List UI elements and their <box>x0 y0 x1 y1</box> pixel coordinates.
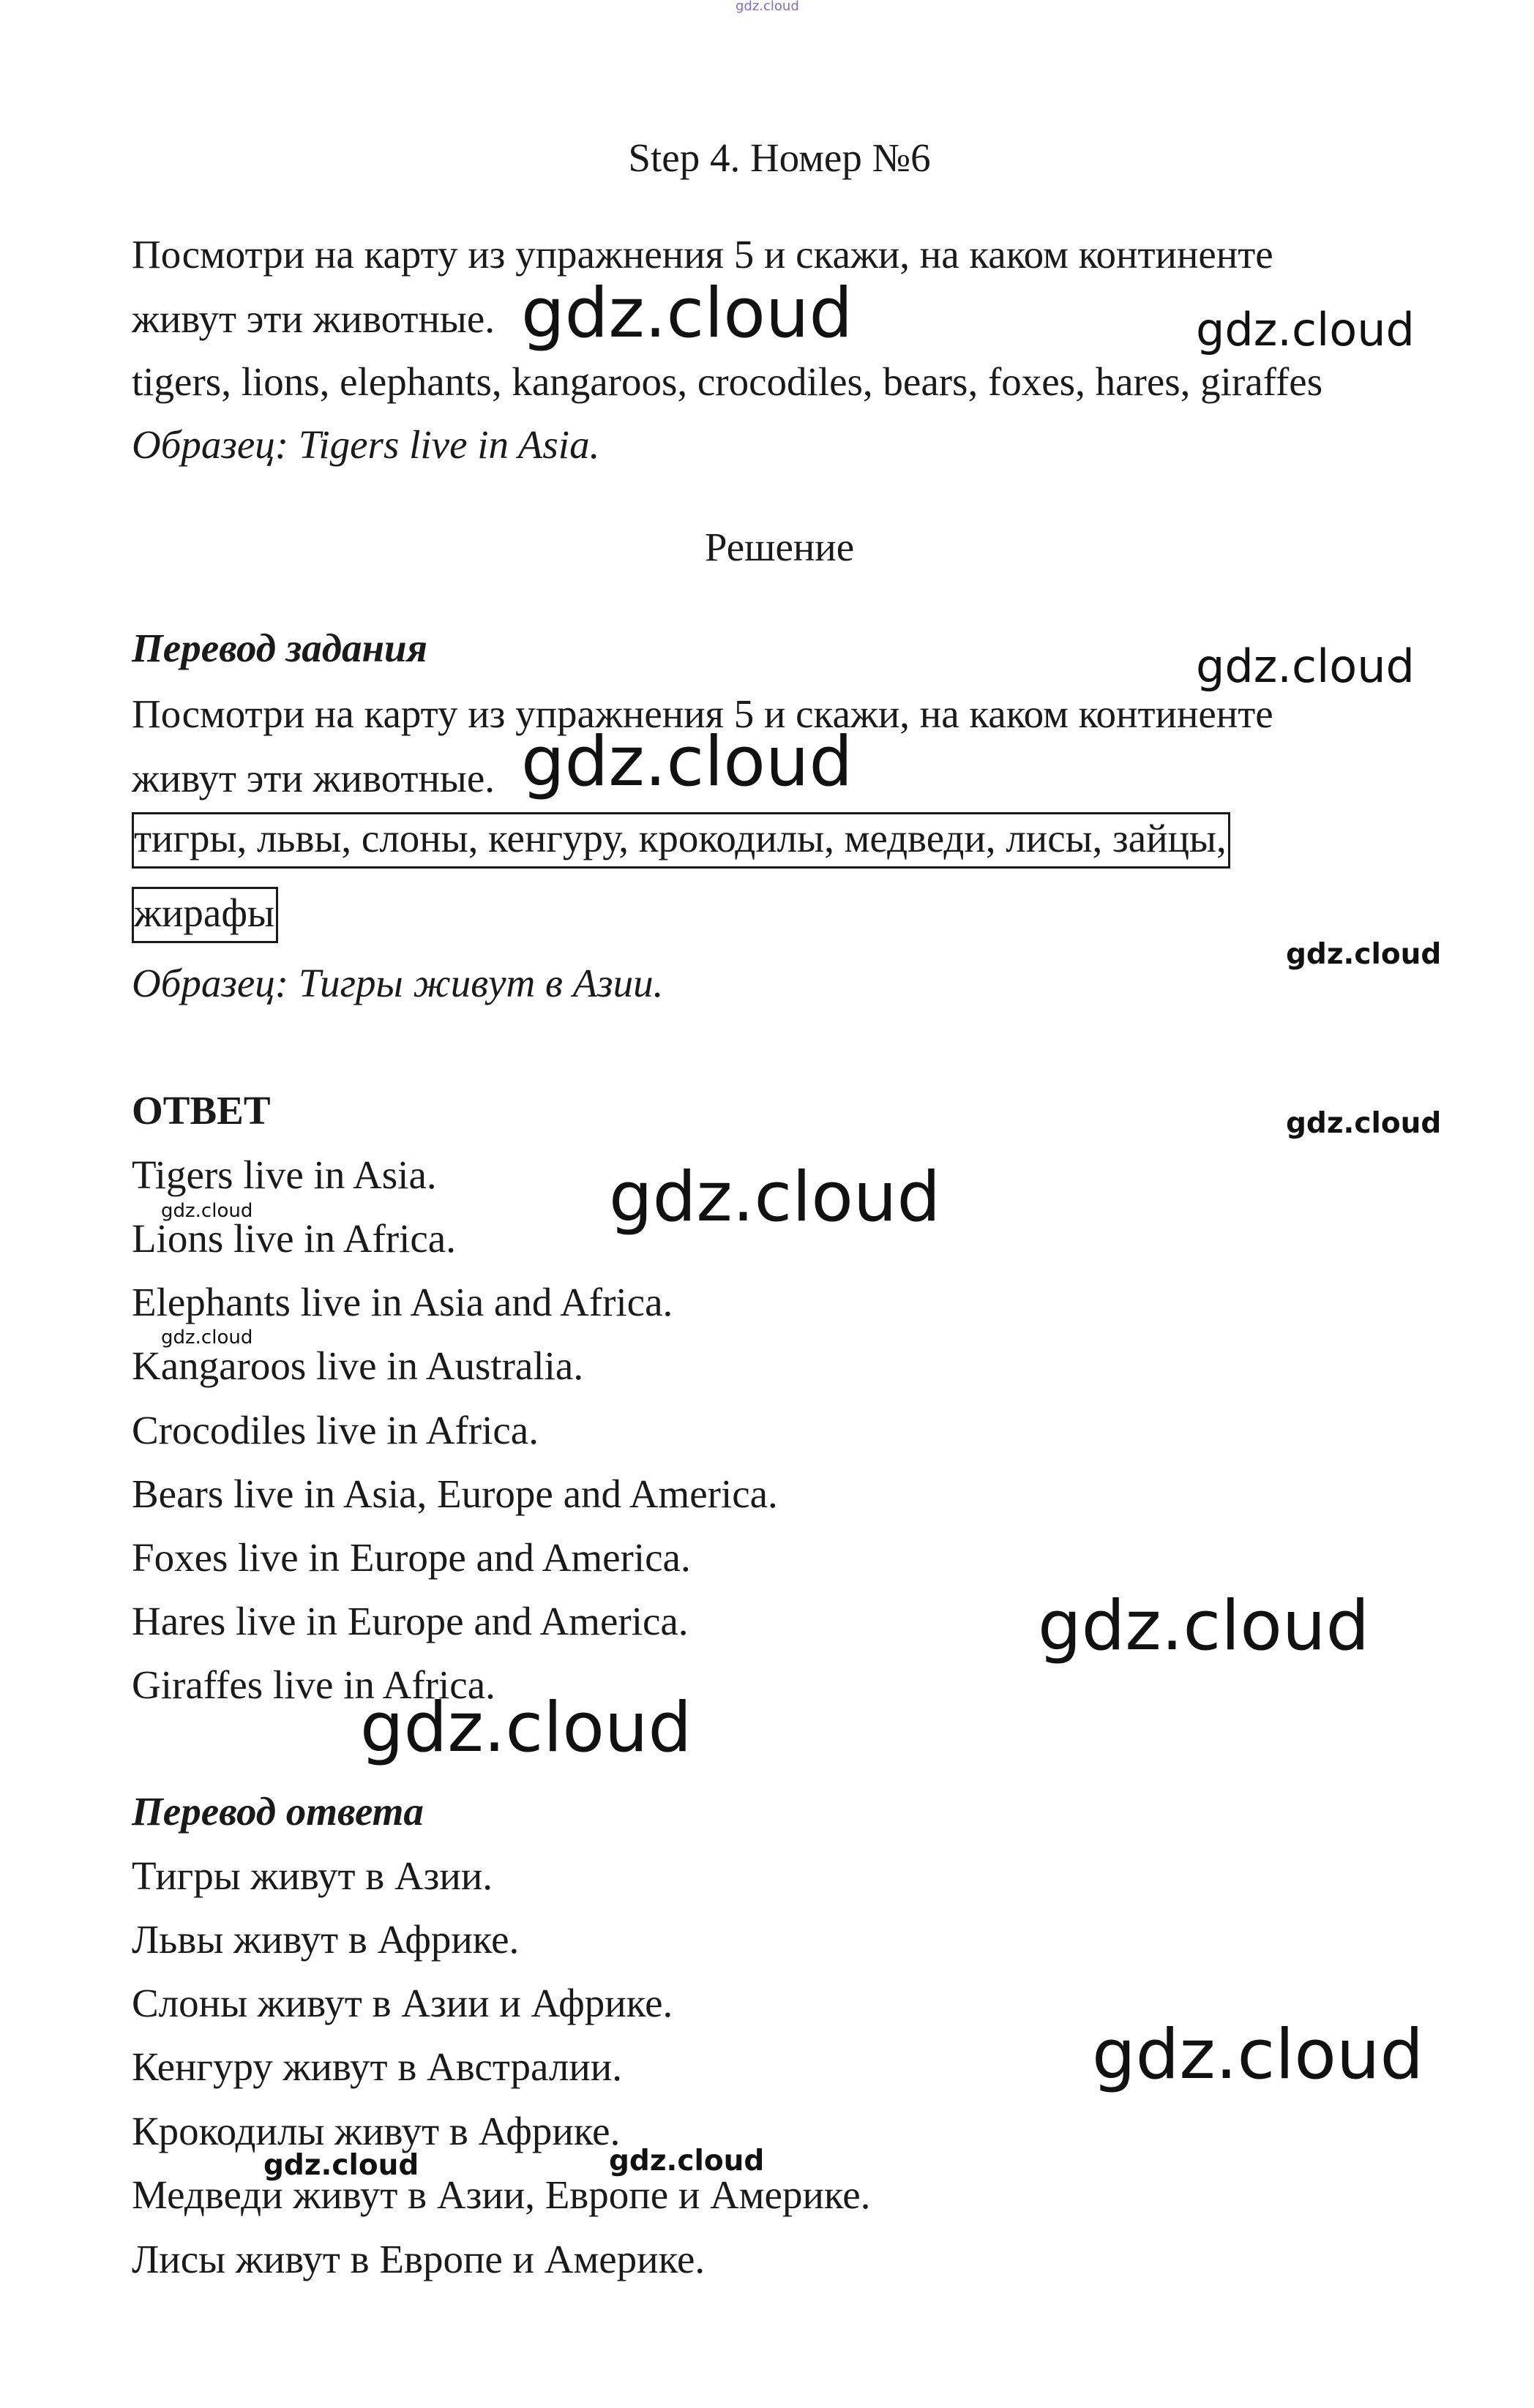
watermark: gdz.cloud <box>609 2145 765 2178</box>
watermark: gdz.cloud <box>1092 2015 1424 2095</box>
answer-translation-line: Львы живут в Африке. <box>132 1917 520 1962</box>
answer-line: Lions live in Africa. <box>132 1216 456 1261</box>
answer-translation-line: Крокодилы живут в Африке. <box>132 2109 621 2153</box>
task-translation-heading: Перевод задания <box>132 626 427 670</box>
watermark: gdz.cloud <box>609 1158 941 1237</box>
task-word-list: tigers, lions, elephants, kangaroos, crocodiles, bears, foxes, hares, giraffes <box>132 359 1323 404</box>
task-text-line-1: Посмотри на карту из упражнения 5 и скажи, на каком континенте <box>132 232 1273 277</box>
watermark: gdz.cloud <box>1286 1107 1442 1140</box>
solution-heading: Решение <box>704 525 855 569</box>
answer-line: Tigers live in Asia. <box>132 1152 437 1197</box>
answer-line: Giraffes live in Africa. <box>132 1662 495 1707</box>
task-text-line-2: живут эти животные. <box>132 296 495 341</box>
watermark: gdz.cloud <box>521 274 853 353</box>
answer-translation-line: Лисы живут в Европе и Америке. <box>132 2237 706 2281</box>
answer-translation-line: Кенгуру живут в Австралии. <box>132 2044 622 2089</box>
answer-heading: ОТВЕТ <box>132 1088 271 1133</box>
task-example: Образец: Tigers live in Asia. <box>132 422 600 467</box>
answer-line: Foxes live in Europe and America. <box>132 1535 691 1580</box>
answer-line: Elephants live in Asia and Africa. <box>132 1280 673 1324</box>
watermark: gdz.cloud <box>360 1688 692 1768</box>
watermark: gdz.cloud <box>521 722 853 802</box>
watermark: gdz.cloud <box>1038 1586 1370 1666</box>
translation-word-list-line-1: тигры, львы, слоны, кенгуру, крокодилы, медведи, лисы, зайцы, <box>132 812 1230 869</box>
answer-translation-line: Медведи живут в Азии, Европе и Америке. <box>132 2172 871 2217</box>
watermark: gdz.cloud <box>263 2149 419 2182</box>
answer-translation-heading: Перевод ответа <box>132 1789 424 1834</box>
answer-line: Bears live in Asia, Europe and America. <box>132 1471 778 1516</box>
answer-translation-line: Слоны живут в Азии и Африке. <box>132 1981 673 2025</box>
watermark: gdz.cloud <box>1196 639 1415 693</box>
translation-word-list-line-2: жирафы <box>132 887 278 943</box>
answer-line: Hares live in Europe and America. <box>132 1599 689 1643</box>
answer-line: Crocodiles live in Africa. <box>132 1408 539 1452</box>
translation-example: Образец: Тигры живут в Азии. <box>132 961 664 1005</box>
answer-translation-line: Тигры живут в Азии. <box>132 1853 493 1898</box>
watermark: gdz.cloud <box>1196 303 1415 356</box>
translation-text-line-1: Посмотри на карту из упражнения 5 и скажи, на каком континенте <box>132 691 1273 736</box>
page-title: Step 4. Номер №6 <box>628 135 931 180</box>
translation-text-line-2: живут эти животные. <box>132 756 495 800</box>
watermark: gdz.cloud <box>736 0 799 14</box>
answer-line: Kangaroos live in Australia. <box>132 1343 584 1388</box>
watermark: gdz.cloud <box>161 1200 253 1222</box>
watermark: gdz.cloud <box>1286 938 1442 971</box>
watermark: gdz.cloud <box>161 1327 253 1349</box>
